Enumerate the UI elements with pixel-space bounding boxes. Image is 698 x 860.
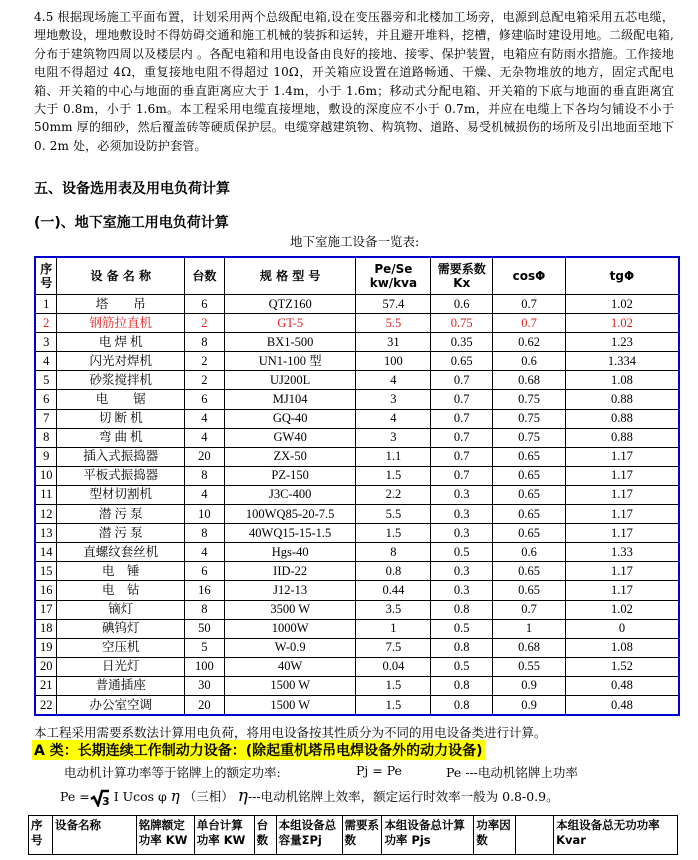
table-cell: 5 — [35, 371, 57, 390]
table-cell: 闪光对焊机 — [57, 352, 185, 371]
table-cell: 1.5 — [356, 676, 431, 695]
table-cell: 0.8 — [431, 695, 493, 715]
table-cell: 潜 污 泵 — [57, 524, 185, 543]
table-cell: 1.33 — [565, 543, 679, 562]
table-cell: 0.48 — [565, 695, 679, 715]
table-cell: 0.7 — [493, 295, 566, 314]
table-cell: 6 — [184, 562, 224, 581]
calc-header-cell: 台数 — [254, 816, 276, 855]
table-cell: 1.5 — [356, 466, 431, 485]
table-cell: 0.7 — [431, 409, 493, 428]
table-cell: 0.75 — [431, 314, 493, 333]
table-cell: 办公室空调 — [57, 695, 185, 715]
table-row — [35, 638, 679, 657]
calc-header-cell — [516, 816, 554, 855]
calc-method-note: 本工程采用需要系数法计算用电负荷，将用电设备按其性质分为不同的用电设备类进行计算。 — [34, 725, 547, 740]
table-cell: 1 — [35, 295, 57, 314]
table-cell: Hgs-40 — [224, 543, 356, 562]
table-cell: 0.8 — [356, 562, 431, 581]
table-cell: 4 — [356, 371, 431, 390]
table-cell: 0.9 — [493, 676, 566, 695]
table-cell: 镝灯 — [57, 600, 185, 619]
table-row — [35, 657, 679, 676]
table-cell: 电 锤 — [57, 562, 185, 581]
table-cell: 1.02 — [565, 314, 679, 333]
table-cell: 10 — [35, 466, 57, 485]
table-cell: 1.5 — [356, 695, 431, 715]
table-cell: W-0.9 — [224, 638, 356, 657]
table-cell: 电 焊 机 — [57, 333, 185, 352]
table-cell: 0.7 — [431, 428, 493, 447]
motor-formula-note: Pe ---电动机铭牌上功率 — [446, 765, 578, 780]
table-cell: 0.3 — [431, 485, 493, 504]
calc-header-cell: 单台计算功率 KW — [194, 816, 254, 855]
table-cell: 砂浆搅拌机 — [57, 371, 185, 390]
table-cell: 4 — [356, 409, 431, 428]
table-cell: 0.35 — [431, 333, 493, 352]
table-cell: 4 — [35, 352, 57, 371]
header-cell: 需要系数 Kx — [431, 257, 493, 295]
table-cell: 0.88 — [565, 409, 679, 428]
table-cell: UN1-100 型 — [224, 352, 356, 371]
table-row — [35, 562, 679, 581]
table-cell: 3 — [356, 428, 431, 447]
table-row — [35, 600, 679, 619]
calc-header-row — [29, 816, 678, 855]
table-cell: 14 — [35, 543, 57, 562]
table-cell: J3C-400 — [224, 485, 356, 504]
table-cell: 5.5 — [356, 505, 431, 524]
table-cell: 0.8 — [431, 676, 493, 695]
sub-heading: (一)、地下室施工用电负荷计算 — [34, 215, 229, 231]
table-row — [35, 581, 679, 600]
table-cell: 0.65 — [431, 352, 493, 371]
table-cell: 0.75 — [493, 390, 566, 409]
motor-power-text: 电动机计算功率等于铭牌上的额定功率: — [64, 765, 281, 780]
table-cell: 0.7 — [431, 390, 493, 409]
table-cell: 6 — [35, 390, 57, 409]
table-cell: 0.88 — [565, 390, 679, 409]
pe-formula-suffix: ---电动机铭牌上效率，额定运行时效率一般为 0.8-0.9。 — [247, 789, 559, 804]
table-cell: 1.52 — [565, 657, 679, 676]
table-cell: 1 — [493, 619, 566, 638]
table-cell: 0.7 — [431, 466, 493, 485]
table-row — [35, 543, 679, 562]
equipment-table — [34, 256, 680, 716]
table-cell: 直螺纹套丝机 — [57, 543, 185, 562]
table-cell: 0.5 — [431, 619, 493, 638]
table-row — [35, 466, 679, 485]
table-cell: 1.08 — [565, 638, 679, 657]
table-row — [35, 409, 679, 428]
table-cell: 1000W — [224, 619, 356, 638]
table-cell: 31 — [356, 333, 431, 352]
table-cell: 1.17 — [565, 524, 679, 543]
table-cell: 3 — [35, 333, 57, 352]
table-cell: 17 — [35, 600, 57, 619]
header-cell: 规 格 型 号 — [224, 257, 356, 295]
table-cell: 57.4 — [356, 295, 431, 314]
table-cell: 9 — [35, 447, 57, 466]
table-row — [35, 371, 679, 390]
table-cell: 10 — [184, 505, 224, 524]
sqrt3-symbol — [90, 789, 110, 807]
table-cell: IID-22 — [224, 562, 356, 581]
table-cell: 0.7 — [431, 447, 493, 466]
table-cell: 2 — [184, 352, 224, 371]
table-row — [35, 619, 679, 638]
header-cell: 台数 — [184, 257, 224, 295]
table-row — [35, 295, 679, 314]
table-cell: 8 — [184, 333, 224, 352]
table-cell: 日光灯 — [57, 657, 185, 676]
table-cell: 1.17 — [565, 466, 679, 485]
table-cell: 0.5 — [431, 543, 493, 562]
table-cell: 0.65 — [493, 524, 566, 543]
table-row — [35, 485, 679, 504]
table-cell: MJ104 — [224, 390, 356, 409]
table-cell: 1.17 — [565, 562, 679, 581]
table-cell: 0.6 — [493, 352, 566, 371]
table-cell: 12 — [35, 505, 57, 524]
table-cell: 0.65 — [493, 447, 566, 466]
table-cell: 电 锯 — [57, 390, 185, 409]
pe-formula-eta: η — [170, 787, 180, 805]
table-cell: 1 — [356, 619, 431, 638]
table-cell: 8 — [184, 466, 224, 485]
table-cell: 1.08 — [565, 371, 679, 390]
table-cell: 0.7 — [431, 371, 493, 390]
table-cell: BX1-500 — [224, 333, 356, 352]
table-row — [35, 447, 679, 466]
table-cell: 21 — [35, 676, 57, 695]
pe-formula-eta-2: η — [237, 786, 248, 806]
table-cell: 0.3 — [431, 505, 493, 524]
table-cell: 0.8 — [431, 600, 493, 619]
table-row — [35, 524, 679, 543]
table-cell: 平板式振捣器 — [57, 466, 185, 485]
header-cell: Pe/Se kw/kva — [356, 257, 431, 295]
table-cell: 11 — [35, 485, 57, 504]
table-cell: 3500 W — [224, 600, 356, 619]
table-cell: 空压机 — [57, 638, 185, 657]
table-cell: 电 钻 — [57, 581, 185, 600]
table-row — [35, 333, 679, 352]
table-cell: 4 — [184, 428, 224, 447]
table-cell: GQ-40 — [224, 409, 356, 428]
table-row — [35, 428, 679, 447]
table-cell: PZ-150 — [224, 466, 356, 485]
table-cell: 0.65 — [493, 505, 566, 524]
table-cell: 1500 W — [224, 676, 356, 695]
table-cell: 0.8 — [431, 638, 493, 657]
table-cell: 6 — [184, 390, 224, 409]
table-cell: 普通插座 — [57, 676, 185, 695]
table-cell: 15 — [35, 562, 57, 581]
table-cell: 0.7 — [493, 314, 566, 333]
table-cell: 5.5 — [356, 314, 431, 333]
table-cell: 0.65 — [493, 581, 566, 600]
table-cell: 1500 W — [224, 695, 356, 715]
header-cell: tgΦ — [565, 257, 679, 295]
table-row — [35, 676, 679, 695]
calc-header-cell: 功率因数 — [474, 816, 516, 855]
table-cell: 0.44 — [356, 581, 431, 600]
table-cell: 0.5 — [431, 657, 493, 676]
table-cell: ZX-50 — [224, 447, 356, 466]
table-cell: 0.65 — [493, 485, 566, 504]
header-cell: 设 备 名 称 — [57, 257, 185, 295]
table-cell: 碘钨灯 — [57, 619, 185, 638]
table-cell: 3 — [356, 390, 431, 409]
table-cell: 3.5 — [356, 600, 431, 619]
table-cell: 1.5 — [356, 524, 431, 543]
table-cell: 0.75 — [493, 428, 566, 447]
table-cell: 16 — [184, 581, 224, 600]
table-cell: 100 — [184, 657, 224, 676]
calc-header-cell: 本组设备总计算功率 Pjs — [382, 816, 474, 855]
table-cell: 插入式振捣器 — [57, 447, 185, 466]
table-cell: 0.88 — [565, 428, 679, 447]
table-cell: 0.55 — [493, 657, 566, 676]
table-cell: 潜 污 泵 — [57, 505, 185, 524]
calc-header-cell: 序号 — [29, 816, 53, 855]
table-cell: 6 — [184, 295, 224, 314]
table-cell: 8 — [184, 600, 224, 619]
table-cell: 1.1 — [356, 447, 431, 466]
table-cell: 22 — [35, 695, 57, 715]
table-cell: 塔 吊 — [57, 295, 185, 314]
table-cell: 切 断 机 — [57, 409, 185, 428]
table-cell: 8 — [35, 428, 57, 447]
table-cell: 0.3 — [431, 581, 493, 600]
calc-header-cell: 设备名称 — [52, 816, 136, 855]
table-cell: 2 — [184, 371, 224, 390]
table-body — [35, 295, 679, 716]
table-cell: 20 — [184, 447, 224, 466]
header-cell: cosΦ — [493, 257, 566, 295]
table-cell: 0.68 — [493, 638, 566, 657]
table-cell: 1.17 — [565, 581, 679, 600]
table-cell: QTZ160 — [224, 295, 356, 314]
table-cell: 2 — [184, 314, 224, 333]
table-cell: 0.48 — [565, 676, 679, 695]
table-cell: 0.04 — [356, 657, 431, 676]
table-cell: 100WQ85-20-7.5 — [224, 505, 356, 524]
table-cell: 1.17 — [565, 485, 679, 504]
table-caption: 地下室施工设备一览表: — [290, 234, 420, 249]
pe-formula — [60, 786, 559, 807]
table-cell: 2 — [35, 314, 57, 333]
table-cell: 2.2 — [356, 485, 431, 504]
table-cell: 4 — [184, 543, 224, 562]
pe-formula-prefix: Pe = — [60, 789, 90, 804]
table-row — [35, 390, 679, 409]
table-header-row — [35, 257, 679, 295]
table-cell: GT-5 — [224, 314, 356, 333]
table-cell: 7.5 — [356, 638, 431, 657]
table-cell: J12-13 — [224, 581, 356, 600]
table-row — [35, 695, 679, 715]
calc-header-cell: 本组设备总无功功率 Kvar — [554, 816, 678, 855]
table-cell: 16 — [35, 581, 57, 600]
calc-header-cell: 铭牌额定功率 KW — [136, 816, 194, 855]
table-cell: 弯 曲 机 — [57, 428, 185, 447]
table-cell: 0.65 — [493, 466, 566, 485]
table-cell: 5 — [184, 638, 224, 657]
table-cell: 1.02 — [565, 295, 679, 314]
table-cell: 7 — [35, 409, 57, 428]
table-cell: 20 — [184, 695, 224, 715]
table-cell: GW40 — [224, 428, 356, 447]
class-a-heading: A 类：长期连续工作制动力设备：(除起重机塔吊电焊设备外的动力设备) — [32, 740, 485, 760]
table-cell: 4 — [184, 485, 224, 504]
calc-table — [28, 815, 678, 855]
table-cell: 19 — [35, 638, 57, 657]
table-cell: 18 — [35, 619, 57, 638]
table-cell: 0.7 — [493, 600, 566, 619]
table-cell: 1.334 — [565, 352, 679, 371]
table-cell: UJ200L — [224, 371, 356, 390]
intro-paragraph: 4.5 根据现场施工平面布置，计划采用两个总级配电箱,设在变压器旁和北楼加工场旁，电源到总配电箱采用五芯电缆，埋地敷设，埋地敷设时不得妨碍交通和施工机械的装拆和运转，并且避开堆料，挖槽，修建临时建设用地。二级配电箱, 分布于建筑物四周以及楼层内 。各配电箱和用电设备由良好的接地、接零、保护装置，电箱应有防雨水措施。工作接地电阻不得超过 4Ω，重复接地电阻不得超过 10Ω，开关箱应设置在道路畅通、干燥、无杂物堆放的地方，固定式配电箱、开关箱的中心与地面的垂直距离应大于 1.4m，小于 1.6m；移动式分配电箱、开关箱的下底与地面的垂直距离宜大于 0.8m，小于 1.6m。本工程采用电缆直接埋地，敷设的深度应不小于 0.7m，并应在电缆上下各均匀铺设不小于 50mm 厚的细砂，然后覆盖砖等硬质保护层。电缆穿越建筑物、构筑物、道路、易受机械损伤的场所及引出地面至地下 0. 2m 处，必须加设防护套管。 — [34, 10, 674, 153]
table-cell: 型材切割机 — [57, 485, 185, 504]
table-cell: 0.3 — [431, 562, 493, 581]
table-cell: 0 — [565, 619, 679, 638]
table-cell: 1.02 — [565, 600, 679, 619]
table-cell: 0.3 — [431, 524, 493, 543]
table-cell: 0.6 — [493, 543, 566, 562]
calc-header-cell: 需要系数 — [342, 816, 382, 855]
table-cell: 8 — [356, 543, 431, 562]
table-cell: 40WQ15-15-1.5 — [224, 524, 356, 543]
table-cell: 30 — [184, 676, 224, 695]
table-cell: 钢筋拉直机 — [57, 314, 185, 333]
table-cell: 50 — [184, 619, 224, 638]
table-cell: 4 — [184, 409, 224, 428]
table-cell: 8 — [184, 524, 224, 543]
table-cell: 0.68 — [493, 371, 566, 390]
table-cell: 0.65 — [493, 562, 566, 581]
table-cell: 1.17 — [565, 447, 679, 466]
table-cell: 0.6 — [431, 295, 493, 314]
pe-formula-mid: I Ucos φ — [113, 789, 167, 804]
table-cell: 20 — [35, 657, 57, 676]
calc-header-cell: 本组设备总容量ΣPj — [276, 816, 342, 855]
section-heading: 五、设备选用表及用电负荷计算 — [34, 181, 230, 197]
table-cell: 1.23 — [565, 333, 679, 352]
svg-text:3: 3 — [101, 794, 110, 807]
table-cell: 40W — [224, 657, 356, 676]
header-cell: 序号 — [35, 257, 57, 295]
table-cell: 100 — [356, 352, 431, 371]
pe-formula-three: （三相） — [183, 789, 234, 804]
table-row — [35, 352, 679, 371]
table-cell: 0.62 — [493, 333, 566, 352]
table-cell: 0.9 — [493, 695, 566, 715]
motor-formula: Pj = Pe — [356, 763, 402, 778]
table-cell: 13 — [35, 524, 57, 543]
table-row — [35, 505, 679, 524]
table-cell: 0.75 — [493, 409, 566, 428]
table-cell: 1.17 — [565, 505, 679, 524]
table-row — [35, 314, 679, 333]
